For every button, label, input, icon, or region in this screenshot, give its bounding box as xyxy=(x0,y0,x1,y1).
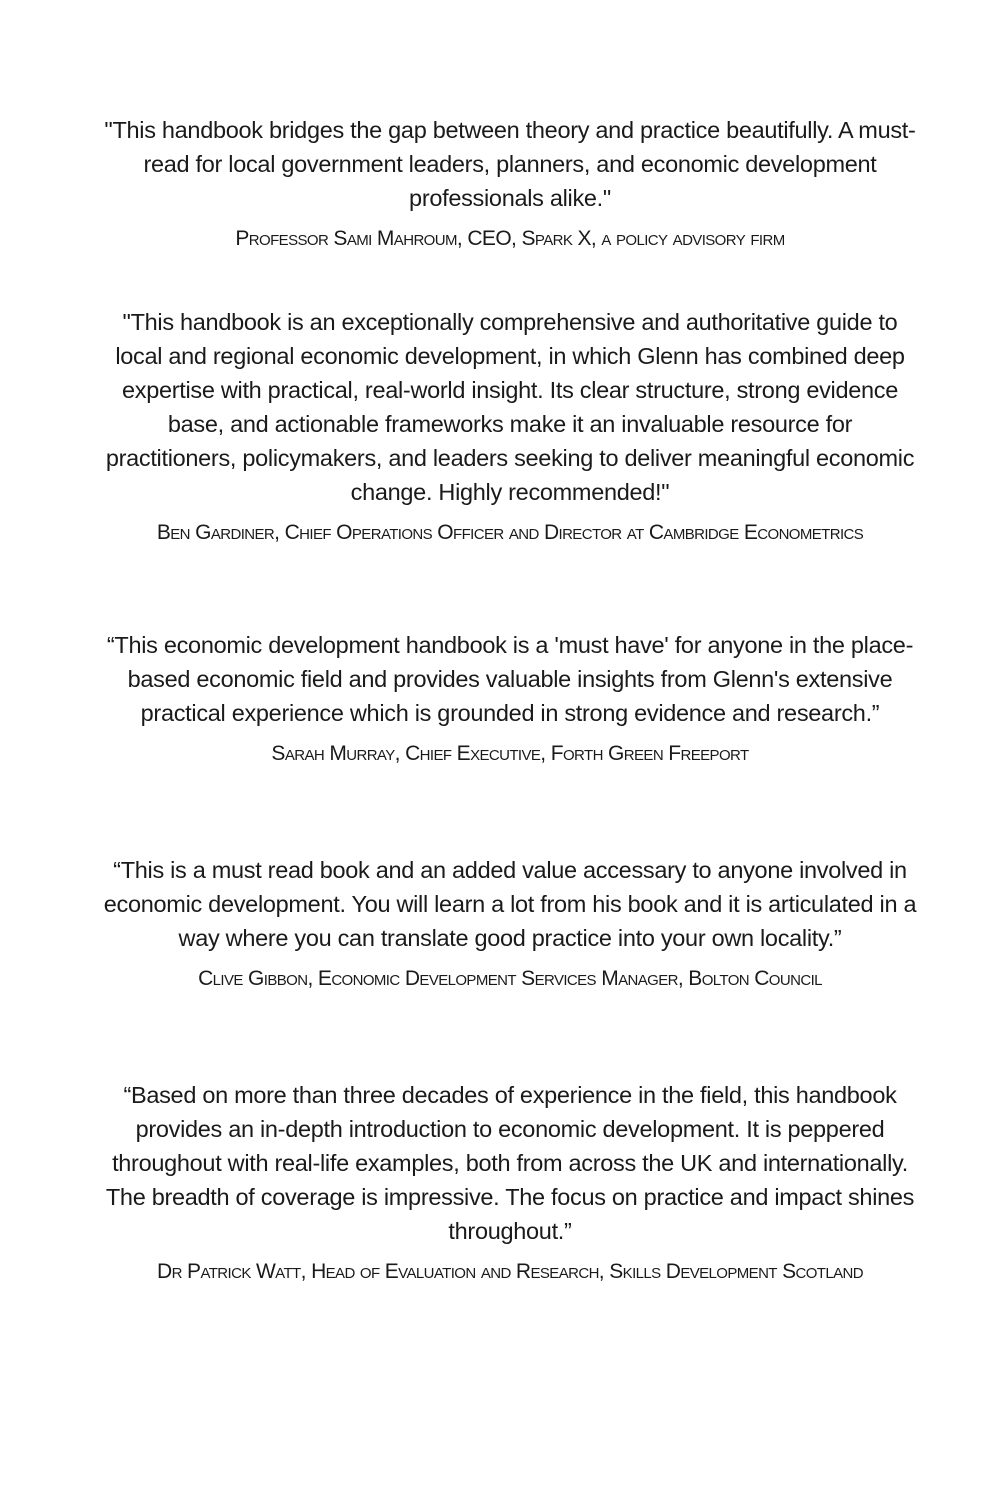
endorsement-quote: “Based on more than three decades of experience in the field, this handbook provides an in-depth introduction to economic development. It is peppered throughout with real-life examples, both from across the UK and internationally. The breadth of coverage is impressive. The focus on practice and impact shines throughout.” xyxy=(105,1082,915,1244)
endorsement xyxy=(100,628,920,770)
endorsement-attribution: Clive Gibbon, Economic Development Services Manager, Bolton Council xyxy=(198,967,822,990)
endorsement xyxy=(100,113,920,255)
endorsement xyxy=(100,305,920,549)
endorsement xyxy=(100,853,920,995)
endorsement-attribution: Ben Gardiner, Chief Operations Officer and Director at Cambridge Econometrics xyxy=(156,521,864,544)
endorsement-quote: “This is a must read book and an added value accessary to anyone involved in economic development. You will learn a lot from his book and it is articulated in a way where you can translate good practice into your own locality.” xyxy=(103,857,917,951)
endorsement-quote: "This handbook bridges the gap between theory and practice beautifully. A must-read for local government leaders, planners, and economic development professionals alike." xyxy=(104,117,916,211)
endorsement-quote: "This handbook is an exceptionally comprehensive and authoritative guide to local and regional economic development, in which Glenn has combined deep expertise with practical, real-world insight. Its clear structure, strong evidence base, and actionable frameworks make it an invaluable resource for practitioners, policymakers, and leaders seeking to deliver meaningful economic change. Highly recommended!" xyxy=(105,309,915,505)
endorsement-quote: “This economic development handbook is a 'must have' for anyone in the place-based economic field and provides valuable insights from Glenn's extensive practical experience which is grounded in strong evidence and research.” xyxy=(106,632,914,726)
endorsement-attribution: Sarah Murray, Chief Executive, Forth Green Freeport xyxy=(271,742,749,765)
endorsement-attribution: Professor Sami Mahroum, CEO, Spark X, a policy advisory firm xyxy=(235,227,785,250)
endorsement-attribution: Dr Patrick Watt, Head of Evaluation and Research, Skills Development Scotland xyxy=(157,1260,863,1283)
endorsement xyxy=(100,1078,920,1288)
